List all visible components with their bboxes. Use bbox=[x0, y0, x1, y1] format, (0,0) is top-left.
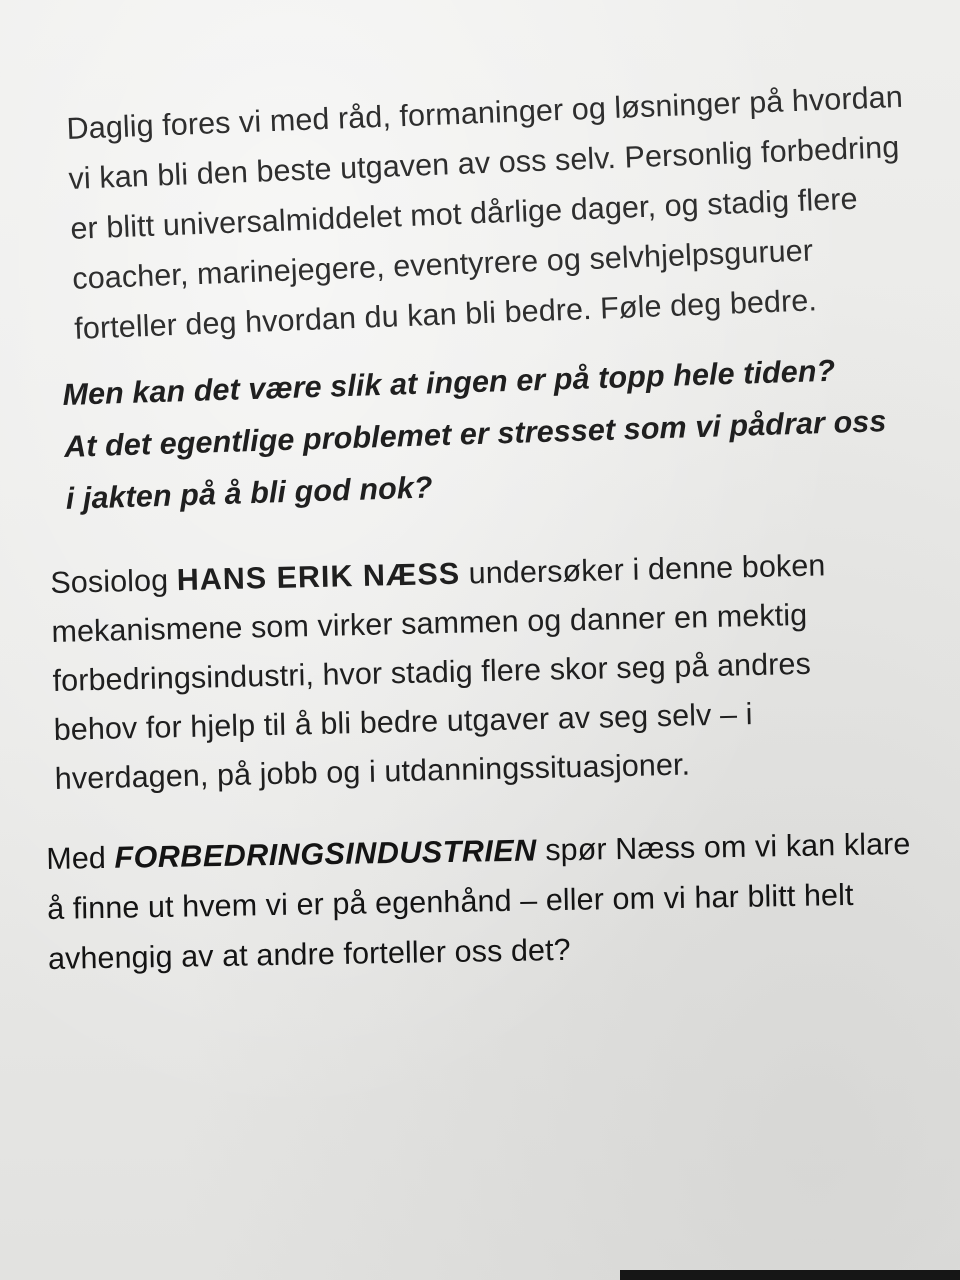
intro-line-5: forteller deg hvordan du kan bli bedre. Føle deg bedre. bbox=[73, 283, 818, 346]
question-line-2: At det egentlige problemet er stresset som vi pådrar oss bbox=[63, 404, 887, 464]
author-name: HANS ERIK NÆSS bbox=[176, 556, 461, 598]
author-line-1 bbox=[50, 548, 826, 601]
author-line-2: mekanismene som virker sammen og danner en mektig bbox=[51, 597, 808, 649]
author-line-1-suffix: undersøker i denne boken bbox=[459, 548, 826, 591]
author-line-5: hverdagen, på jobb og i utdanningssituasjoner. bbox=[54, 747, 691, 796]
barcode-edge bbox=[620, 1270, 960, 1280]
closing-line-1 bbox=[46, 827, 911, 877]
book-title: FORBEDRINGSINDUSTRIEN bbox=[114, 833, 538, 875]
question-line-3: i jakten på å bli god nok? bbox=[65, 470, 434, 516]
author-line-3: forbedringsindustri, hvor stadig flere skor seg på andres bbox=[52, 646, 812, 698]
closing-line-1-prefix: Med bbox=[46, 840, 115, 876]
intro-line-4: coacher, marinejegere, eventyrere og selvhjelpsguruer bbox=[71, 233, 814, 296]
closing-line-2: å finne ut hvem vi er på egenhånd – eller om vi har blitt helt bbox=[46, 877, 854, 926]
intro-line-3: er blitt universalmiddelet mot dårlige dager, og stadig flere bbox=[69, 181, 859, 246]
closing-line-3: avhengig av at andre forteller oss det? bbox=[47, 932, 571, 976]
intro-line-2: vi kan bli den beste utgaven av oss selv. Personlig forbedring bbox=[67, 130, 900, 196]
closing-line-1-suffix: spør Næss om vi kan klare bbox=[536, 826, 911, 868]
author-line-1-prefix: Sosiolog bbox=[50, 563, 178, 600]
author-line-4: behov for hjelp til å bli bedre utgaver av seg selv – i bbox=[53, 697, 753, 747]
question-line-1: Men kan det være slik at ingen er på topp hele tiden? bbox=[62, 353, 836, 412]
intro-line-1: Daglig fores vi med råd, formaninger og løsninger på hvordan bbox=[66, 79, 904, 146]
